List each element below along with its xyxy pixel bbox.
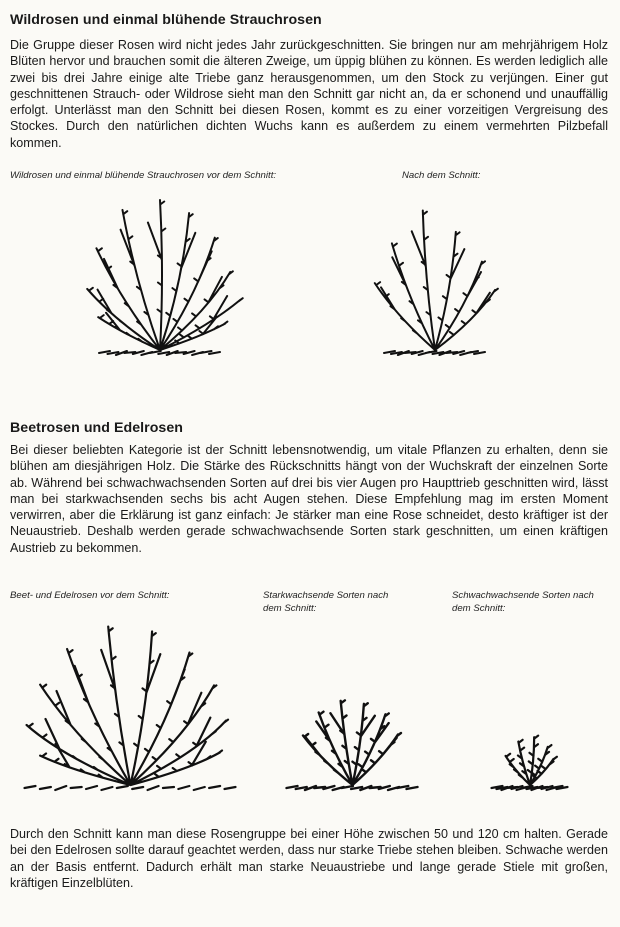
caption-starkwachsend-after: Starkwachsende Sorten nach dem Schnitt:	[263, 590, 389, 614]
wildrose-before-illustration	[60, 195, 260, 360]
caption-beetrosen-before: Beet- und Edelrosen vor dem Schnitt:	[10, 590, 170, 601]
caption-wildrosen-before: Wildrosen und einmal blühende Strauchrosen vor dem Schnitt:	[10, 170, 277, 181]
wildrose-after-illustration	[365, 195, 505, 360]
paragraph-beetrosen: Bei dieser beliebten Kategorie ist der Schnitt lebensnotwendig, um vitale Pflanzen zu erhalten, denn sie blühen am diesjährigen Holz. Die Stärke des Rückschnitts hängt von der Wuchskraft der einzelnen Sorte ab. Während bei schwachwachsenden Sorten auf drei bis vier Augen pro Haupttrieb geschnitten wird, lässt man bei starkwachsenden sechs bis acht Augen stehen. Diese Empfehlung mag im ersten Moment verwirren, aber die Erklärung ist ganz einfach: Je stärker man eine Rose schneidet, desto kräftiger ist der Neuaustrieb. Deshalb werden gerade schwachwachsende Sorten stark geschnitten, um einen kräftigen Austrieb zu bekommen.	[10, 443, 608, 555]
heading-wildrosen: Wildrosen und einmal blühende Strauchrosen	[10, 12, 322, 28]
schwachwachsend-after-illustration	[490, 735, 570, 795]
starkwachsend-after-illustration	[280, 700, 425, 795]
paragraph-closing: Durch den Schnitt kann man diese Rosengruppe bei einer Höhe zwischen 50 und 120 cm halten. Gerade bei den Edelrosen sollte darauf geachtet werden, dass nur starke Triebe stehen bleiben. Schwache werden an der Basis entfernt. Dadurch erhält man starke Neuaustriebe und lange gerade Stiele mit großen, kräftigen Einzelblüten.	[10, 827, 608, 890]
paragraph-wildrosen: Die Gruppe dieser Rosen wird nicht jedes Jahr zurückgeschnitten. Sie bringen nur am mehrjährigem Holz Blüten hervor und brauchen somit die älteren Zweige, um üppig blühen zu können. Es werden lediglich alle zwei bis drei Jahre einige alte Triebe ganz herausgenommen, um den Stock zu verjüngen. Einer gut geschnittenen Strauch- oder Wildrose sieht man den Schnitt gar nicht an, da er schonend und unauffällig erfolgt. Unterlässt man den Schnitt bei diesen Rosen, kommt es zu einer vorzeitigen Vergreisung des Stockes. Durch den natürlichen dichten Wuchs kann es außerdem zu einem vermehrten Pilzbefall kommen.	[10, 38, 608, 150]
heading-beetrosen: Beetrosen und Edelrosen	[10, 420, 184, 436]
beetrose-before-illustration	[8, 620, 253, 795]
caption-schwachwachsend-after: Schwachwachsende Sorten nach dem Schnitt:	[452, 590, 594, 614]
caption-wildrosen-after: Nach dem Schnitt:	[402, 170, 481, 181]
